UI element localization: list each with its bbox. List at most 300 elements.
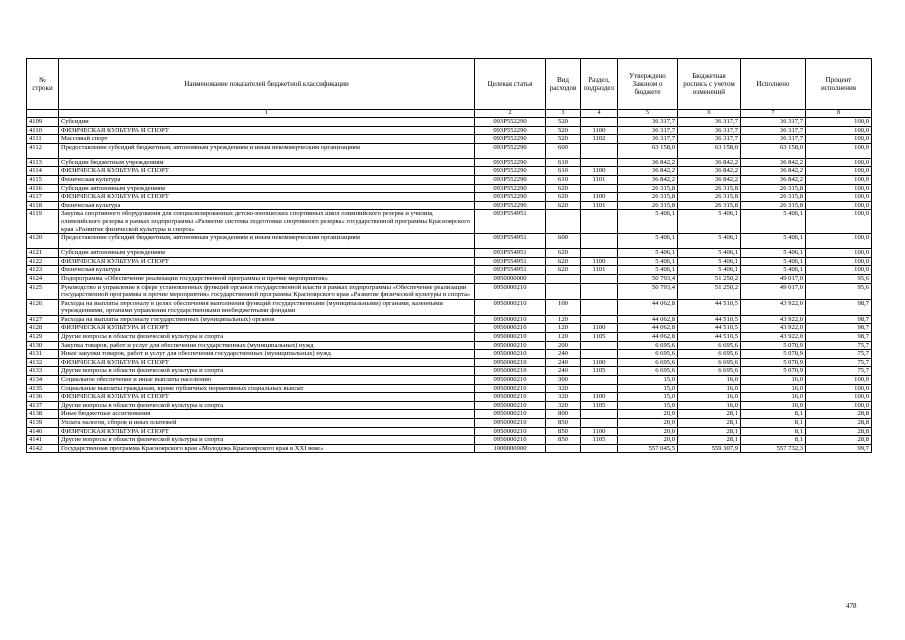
- executed-amount-cell: 5 070,9: [741, 350, 806, 359]
- approved-amount-cell: 44 062,8: [618, 299, 678, 315]
- section-cell: 1102: [581, 135, 618, 144]
- target-article-cell: 0950000210: [475, 283, 546, 299]
- header-number-cell: 1: [59, 110, 475, 118]
- indicator-name-cell: ФИЗИЧЕСКАЯ КУЛЬТУРА И СПОРТ: [59, 126, 475, 135]
- row-number-cell: 4120: [27, 234, 59, 249]
- target-article-cell: 093P552290: [475, 193, 546, 202]
- budget-amount-cell: 51 250,2: [678, 283, 741, 299]
- executed-amount-cell: 8,1: [741, 419, 806, 428]
- row-number-cell: 4112: [27, 143, 59, 158]
- approved-amount-cell: 15,0: [618, 393, 678, 402]
- target-article-cell: 093P554951: [475, 234, 546, 249]
- indicator-name-cell: ФИЗИЧЕСКАЯ КУЛЬТУРА И СПОРТ: [59, 324, 475, 333]
- target-article-cell: 0950000210: [475, 315, 546, 324]
- row-number-cell: 4110: [27, 126, 59, 135]
- indicator-name-cell: Закупка спортивного оборудования для специализированных детско-юношеских спортивных школ олимпийского резерва и училищ олимпийского резерва в рамках подпрограммы «Развитие системы подготовки спортивного резерва» государственной программы Красноярского края «Развитие физической культуры и спорта»: [59, 210, 475, 234]
- section-cell: 1100: [581, 393, 618, 402]
- row-number-cell: 4118: [27, 201, 59, 210]
- executed-amount-cell: 43 922,0: [741, 333, 806, 342]
- table-row: [27, 350, 872, 359]
- section-cell: [581, 210, 618, 234]
- budget-amount-cell: 44 510,5: [678, 333, 741, 342]
- approved-amount-cell: 5 406,1: [618, 210, 678, 234]
- section-cell: 1101: [581, 201, 618, 210]
- row-number-cell: 4123: [27, 266, 59, 275]
- target-article-cell: 0950000210: [475, 350, 546, 359]
- executed-amount-cell: 26 315,8: [741, 193, 806, 202]
- approved-amount-cell: 36 317,7: [618, 126, 678, 135]
- section-cell: [581, 299, 618, 315]
- table-row: [27, 299, 872, 315]
- section-cell: 1105: [581, 401, 618, 410]
- table-row: [27, 436, 872, 445]
- budget-amount-cell: 16,0: [678, 401, 741, 410]
- table-row: [27, 201, 872, 210]
- table-row: [27, 274, 872, 283]
- indicator-name-cell: Предоставление субсидий бюджетным, автономным учреждениям и иным некоммерческим организациям: [59, 234, 475, 249]
- target-article-cell: 093P552290: [475, 167, 546, 176]
- percent-cell: 98,7: [806, 315, 872, 324]
- approved-amount-cell: 5 406,1: [618, 249, 678, 258]
- header-number-cell: 2: [475, 110, 546, 118]
- row-number-cell: 4122: [27, 257, 59, 266]
- target-article-cell: 093P552290: [475, 143, 546, 158]
- expense-type-cell: 240: [546, 350, 581, 359]
- expense-type-cell: 620: [546, 193, 581, 202]
- approved-amount-cell: 6 695,6: [618, 350, 678, 359]
- executed-amount-cell: 8,1: [741, 436, 806, 445]
- header-target-article: Целевая статья: [475, 59, 546, 110]
- indicator-name-cell: Субсидии автономным учреждениям: [59, 184, 475, 193]
- header-number-cell: 4: [581, 110, 618, 118]
- table-row: [27, 135, 872, 144]
- executed-amount-cell: 36 842,2: [741, 158, 806, 167]
- indicator-name-cell: Иные бюджетные ассигнования: [59, 410, 475, 419]
- expense-type-cell: 610: [546, 175, 581, 184]
- indicator-name-cell: Субсидии бюджетным учреждениям: [59, 158, 475, 167]
- approved-amount-cell: 26 315,8: [618, 184, 678, 193]
- percent-cell: 28,8: [806, 427, 872, 436]
- section-cell: [581, 234, 618, 249]
- table-row: [27, 175, 872, 184]
- approved-amount-cell: 15,0: [618, 384, 678, 393]
- approved-amount-cell: 26 315,8: [618, 201, 678, 210]
- section-cell: 1105: [581, 436, 618, 445]
- executed-amount-cell: 16,0: [741, 376, 806, 385]
- budget-amount-cell: 5 406,1: [678, 234, 741, 249]
- executed-amount-cell: 36 317,7: [741, 126, 806, 135]
- row-number-cell: 4134: [27, 376, 59, 385]
- expense-type-cell: [546, 283, 581, 299]
- row-number-cell: 4113: [27, 158, 59, 167]
- header-number-cell: 6: [678, 110, 741, 118]
- row-number-cell: 4139: [27, 419, 59, 428]
- row-number-cell: 4130: [27, 341, 59, 350]
- executed-amount-cell: 5 070,9: [741, 358, 806, 367]
- percent-cell: 100,0: [806, 193, 872, 202]
- budget-amount-cell: 6 695,6: [678, 358, 741, 367]
- row-number-cell: 4138: [27, 410, 59, 419]
- section-cell: [581, 410, 618, 419]
- executed-amount-cell: 43 922,0: [741, 315, 806, 324]
- row-number-cell: 4135: [27, 384, 59, 393]
- indicator-name-cell: ФИЗИЧЕСКАЯ КУЛЬТУРА И СПОРТ: [59, 427, 475, 436]
- expense-type-cell: 600: [546, 234, 581, 249]
- approved-amount-cell: 44 062,8: [618, 333, 678, 342]
- approved-amount-cell: 5 406,1: [618, 234, 678, 249]
- indicator-name-cell: ФИЗИЧЕСКАЯ КУЛЬТУРА И СПОРТ: [59, 167, 475, 176]
- approved-amount-cell: 20,0: [618, 419, 678, 428]
- expense-type-cell: 520: [546, 118, 581, 127]
- section-cell: [581, 184, 618, 193]
- budget-amount-cell: 28,1: [678, 419, 741, 428]
- executed-amount-cell: 557 732,3: [741, 444, 806, 453]
- header-number-cell: 5: [618, 110, 678, 118]
- percent-cell: 28,8: [806, 436, 872, 445]
- executed-amount-cell: 5 406,1: [741, 234, 806, 249]
- approved-amount-cell: 44 062,8: [618, 315, 678, 324]
- percent-cell: 100,0: [806, 175, 872, 184]
- indicator-name-cell: Государственная программа Красноярского края «Молодежь Красноярского края в XXI веке»: [59, 444, 475, 453]
- budget-amount-cell: 28,1: [678, 427, 741, 436]
- section-cell: 1105: [581, 367, 618, 376]
- target-article-cell: 093P552290: [475, 118, 546, 127]
- expense-type-cell: 620: [546, 257, 581, 266]
- percent-cell: 100,0: [806, 143, 872, 158]
- target-article-cell: 093P552290: [475, 158, 546, 167]
- table-row: [27, 266, 872, 275]
- target-article-cell: 0950000210: [475, 358, 546, 367]
- approved-amount-cell: 36 317,7: [618, 118, 678, 127]
- approved-amount-cell: 20,0: [618, 436, 678, 445]
- row-number-cell: 4121: [27, 249, 59, 258]
- indicator-name-cell: Массовый спорт: [59, 135, 475, 144]
- expense-type-cell: 100: [546, 299, 581, 315]
- target-article-cell: 0950000210: [475, 376, 546, 385]
- section-cell: 1100: [581, 126, 618, 135]
- percent-cell: 75,7: [806, 358, 872, 367]
- table-row: [27, 234, 872, 249]
- expense-type-cell: 520: [546, 135, 581, 144]
- indicator-name-cell: ФИЗИЧЕСКАЯ КУЛЬТУРА И СПОРТ: [59, 257, 475, 266]
- section-cell: [581, 341, 618, 350]
- indicator-name-cell: Другие вопросы в области физической культуры и спорта: [59, 333, 475, 342]
- table-header-row: [27, 59, 872, 110]
- budget-amount-cell: 26 315,8: [678, 184, 741, 193]
- section-cell: 1100: [581, 358, 618, 367]
- budget-amount-cell: 16,0: [678, 376, 741, 385]
- budget-amount-cell: 5 406,1: [678, 266, 741, 275]
- section-cell: [581, 419, 618, 428]
- target-article-cell: 0950000210: [475, 324, 546, 333]
- header-number-cell: 8: [806, 110, 872, 118]
- percent-cell: 100,0: [806, 249, 872, 258]
- header-percent: Процент исполнения: [806, 59, 872, 110]
- approved-amount-cell: 50 793,4: [618, 274, 678, 283]
- section-cell: [581, 158, 618, 167]
- expense-type-cell: 320: [546, 384, 581, 393]
- approved-amount-cell: 44 062,8: [618, 324, 678, 333]
- table-header-numbers-row: [27, 110, 872, 118]
- row-number-cell: 4127: [27, 315, 59, 324]
- table-row: [27, 444, 872, 453]
- approved-amount-cell: 26 315,8: [618, 193, 678, 202]
- budget-amount-cell: 28,1: [678, 410, 741, 419]
- budget-amount-cell: 16,0: [678, 384, 741, 393]
- table-row: [27, 143, 872, 158]
- percent-cell: 98,7: [806, 333, 872, 342]
- indicator-name-cell: Социальное обеспечение и иные выплаты населению: [59, 376, 475, 385]
- target-article-cell: 093P552290: [475, 135, 546, 144]
- expense-type-cell: 300: [546, 376, 581, 385]
- section-cell: [581, 143, 618, 158]
- row-number-cell: 4136: [27, 393, 59, 402]
- approved-amount-cell: 36 317,7: [618, 135, 678, 144]
- budget-table-sheet: [26, 58, 871, 453]
- percent-cell: 100,0: [806, 266, 872, 275]
- table-row: [27, 315, 872, 324]
- table-row: [27, 410, 872, 419]
- target-article-cell: 093P554951: [475, 266, 546, 275]
- target-article-cell: 0950000210: [475, 427, 546, 436]
- target-article-cell: 0950000210: [475, 401, 546, 410]
- indicator-name-cell: Субсидии автономным учреждениям: [59, 249, 475, 258]
- indicator-name-cell: Субсидии: [59, 118, 475, 127]
- budget-amount-cell: 36 317,7: [678, 118, 741, 127]
- budget-amount-cell: 36 317,7: [678, 126, 741, 135]
- expense-type-cell: 320: [546, 393, 581, 402]
- table-row: [27, 126, 872, 135]
- section-cell: [581, 315, 618, 324]
- percent-cell: 100,0: [806, 167, 872, 176]
- table-row: [27, 249, 872, 258]
- budget-amount-cell: 5 406,1: [678, 210, 741, 234]
- expense-type-cell: 620: [546, 201, 581, 210]
- target-article-cell: 0950000210: [475, 436, 546, 445]
- target-article-cell: 0950000210: [475, 393, 546, 402]
- section-cell: 1100: [581, 257, 618, 266]
- budget-amount-cell: 6 695,6: [678, 350, 741, 359]
- expense-type-cell: 240: [546, 367, 581, 376]
- expense-type-cell: 520: [546, 126, 581, 135]
- approved-amount-cell: 63 158,0: [618, 143, 678, 158]
- page-number: 478: [846, 602, 857, 610]
- percent-cell: 100,0: [806, 158, 872, 167]
- target-article-cell: 093P554951: [475, 257, 546, 266]
- expense-type-cell: 850: [546, 427, 581, 436]
- table-row: [27, 158, 872, 167]
- indicator-name-cell: Физическая культура: [59, 175, 475, 184]
- target-article-cell: 0950000210: [475, 367, 546, 376]
- indicator-name-cell: Другие вопросы в области физической культуры и спорта: [59, 367, 475, 376]
- executed-amount-cell: 5 406,1: [741, 210, 806, 234]
- expense-type-cell: 200: [546, 341, 581, 350]
- executed-amount-cell: 26 315,8: [741, 184, 806, 193]
- percent-cell: 100,0: [806, 401, 872, 410]
- percent-cell: 28,8: [806, 419, 872, 428]
- table-row: [27, 257, 872, 266]
- row-number-cell: 4132: [27, 358, 59, 367]
- executed-amount-cell: 36 317,7: [741, 118, 806, 127]
- row-number-cell: 4117: [27, 193, 59, 202]
- approved-amount-cell: 20,0: [618, 410, 678, 419]
- table-row: [27, 367, 872, 376]
- percent-cell: 95,6: [806, 274, 872, 283]
- percent-cell: 100,0: [806, 393, 872, 402]
- table-row: [27, 210, 872, 234]
- table-row: [27, 184, 872, 193]
- percent-cell: 100,0: [806, 184, 872, 193]
- target-article-cell: 093P554951: [475, 210, 546, 234]
- percent-cell: 100,0: [806, 376, 872, 385]
- percent-cell: 100,0: [806, 201, 872, 210]
- executed-amount-cell: 16,0: [741, 393, 806, 402]
- header-section: Раздел, подраздел: [581, 59, 618, 110]
- table-row: [27, 393, 872, 402]
- executed-amount-cell: 26 315,8: [741, 201, 806, 210]
- header-number-cell: 7: [741, 110, 806, 118]
- budget-amount-cell: 5 406,1: [678, 257, 741, 266]
- section-cell: [581, 283, 618, 299]
- approved-amount-cell: 36 842,2: [618, 175, 678, 184]
- budget-amount-cell: 63 158,0: [678, 143, 741, 158]
- table-body: [27, 118, 872, 453]
- target-article-cell: 0950000210: [475, 299, 546, 315]
- section-cell: 1100: [581, 324, 618, 333]
- row-number-cell: 4142: [27, 444, 59, 453]
- indicator-name-cell: ФИЗИЧЕСКАЯ КУЛЬТУРА И СПОРТ: [59, 358, 475, 367]
- percent-cell: 75,7: [806, 367, 872, 376]
- target-article-cell: 093P554951: [475, 249, 546, 258]
- table-row: [27, 193, 872, 202]
- executed-amount-cell: 5 406,1: [741, 257, 806, 266]
- row-number-cell: 4116: [27, 184, 59, 193]
- percent-cell: 100,0: [806, 135, 872, 144]
- executed-amount-cell: 8,1: [741, 410, 806, 419]
- table-row: [27, 401, 872, 410]
- budget-amount-cell: 44 510,5: [678, 299, 741, 315]
- expense-type-cell: 620: [546, 249, 581, 258]
- row-number-cell: 4129: [27, 333, 59, 342]
- indicator-name-cell: Расходы на выплаты персоналу в целях обеспечения выполнения функций государственными (муниципальными) органами, казенными учреждениями, органами управления государственными внебюджетными фондами: [59, 299, 475, 315]
- row-number-cell: 4128: [27, 324, 59, 333]
- approved-amount-cell: 557 045,5: [618, 444, 678, 453]
- executed-amount-cell: 5 406,1: [741, 266, 806, 275]
- approved-amount-cell: 15,0: [618, 376, 678, 385]
- executed-amount-cell: 63 158,0: [741, 143, 806, 158]
- expense-type-cell: 120: [546, 324, 581, 333]
- expense-type-cell: 120: [546, 333, 581, 342]
- section-cell: 1100: [581, 427, 618, 436]
- indicator-name-cell: Социальные выплаты гражданам, кроме публичных нормативных социальных выплат: [59, 384, 475, 393]
- approved-amount-cell: 36 842,2: [618, 167, 678, 176]
- indicator-name-cell: ФИЗИЧЕСКАЯ КУЛЬТУРА И СПОРТ: [59, 393, 475, 402]
- budget-amount-cell: 16,0: [678, 393, 741, 402]
- section-cell: [581, 118, 618, 127]
- budget-amount-cell: 51 250,2: [678, 274, 741, 283]
- section-cell: 1100: [581, 193, 618, 202]
- header-row-number: № строки: [27, 59, 59, 110]
- executed-amount-cell: 49 017,0: [741, 283, 806, 299]
- header-executed: Исполнено: [741, 59, 806, 110]
- table-row: [27, 333, 872, 342]
- budget-amount-cell: 26 315,8: [678, 201, 741, 210]
- target-article-cell: 0950000210: [475, 333, 546, 342]
- indicator-name-cell: Подпрограмма «Обеспечение реализации государственной программы и прочие мероприятия»: [59, 274, 475, 283]
- target-article-cell: 0950000210: [475, 410, 546, 419]
- row-number-cell: 4133: [27, 367, 59, 376]
- executed-amount-cell: 49 017,0: [741, 274, 806, 283]
- percent-cell: 98,7: [806, 299, 872, 315]
- table-row: [27, 376, 872, 385]
- executed-amount-cell: 5 070,9: [741, 367, 806, 376]
- indicator-name-cell: Физическая культура: [59, 201, 475, 210]
- expense-type-cell: 850: [546, 436, 581, 445]
- indicator-name-cell: Физическая культура: [59, 266, 475, 275]
- row-number-cell: 4137: [27, 401, 59, 410]
- target-article-cell: 093P552290: [475, 126, 546, 135]
- section-cell: [581, 274, 618, 283]
- expense-type-cell: 610: [546, 158, 581, 167]
- expense-type-cell: [546, 444, 581, 453]
- section-cell: 1101: [581, 266, 618, 275]
- table-row: [27, 384, 872, 393]
- table-row: [27, 167, 872, 176]
- executed-amount-cell: 43 922,0: [741, 324, 806, 333]
- executed-amount-cell: 36 842,2: [741, 175, 806, 184]
- percent-cell: 100,0: [806, 118, 872, 127]
- table-row: [27, 341, 872, 350]
- budget-amount-cell: 36 317,7: [678, 135, 741, 144]
- approved-amount-cell: 6 695,6: [618, 358, 678, 367]
- indicator-name-cell: ФИЗИЧЕСКАЯ КУЛЬТУРА И СПОРТ: [59, 193, 475, 202]
- budget-amount-cell: 44 510,5: [678, 324, 741, 333]
- budget-amount-cell: 36 842,2: [678, 167, 741, 176]
- section-cell: [581, 376, 618, 385]
- row-number-cell: 4125: [27, 283, 59, 299]
- expense-type-cell: 320: [546, 401, 581, 410]
- section-cell: [581, 350, 618, 359]
- executed-amount-cell: 5 406,1: [741, 249, 806, 258]
- budget-amount-cell: 5 406,1: [678, 249, 741, 258]
- target-article-cell: 093P552290: [475, 201, 546, 210]
- section-cell: [581, 444, 618, 453]
- approved-amount-cell: 36 842,2: [618, 158, 678, 167]
- section-cell: 1105: [581, 333, 618, 342]
- percent-cell: 75,7: [806, 341, 872, 350]
- expense-type-cell: 610: [546, 167, 581, 176]
- executed-amount-cell: 36 317,7: [741, 135, 806, 144]
- table-row: [27, 324, 872, 333]
- expense-type-cell: [546, 274, 581, 283]
- table-row: [27, 427, 872, 436]
- approved-amount-cell: 5 406,1: [618, 266, 678, 275]
- expense-type-cell: 240: [546, 358, 581, 367]
- percent-cell: 100,0: [806, 384, 872, 393]
- budget-amount-cell: 559 307,9: [678, 444, 741, 453]
- header-name: Наименование показателей бюджетной классификации: [59, 59, 475, 110]
- executed-amount-cell: 8,1: [741, 427, 806, 436]
- percent-cell: 98,7: [806, 324, 872, 333]
- percent-cell: 75,7: [806, 350, 872, 359]
- row-number-cell: 4109: [27, 118, 59, 127]
- target-article-cell: 0950000210: [475, 341, 546, 350]
- budget-amount-cell: 6 695,6: [678, 341, 741, 350]
- approved-amount-cell: 15,0: [618, 401, 678, 410]
- target-article-cell: 0950000210: [475, 384, 546, 393]
- budget-amount-cell: 26 315,8: [678, 193, 741, 202]
- row-number-cell: 4131: [27, 350, 59, 359]
